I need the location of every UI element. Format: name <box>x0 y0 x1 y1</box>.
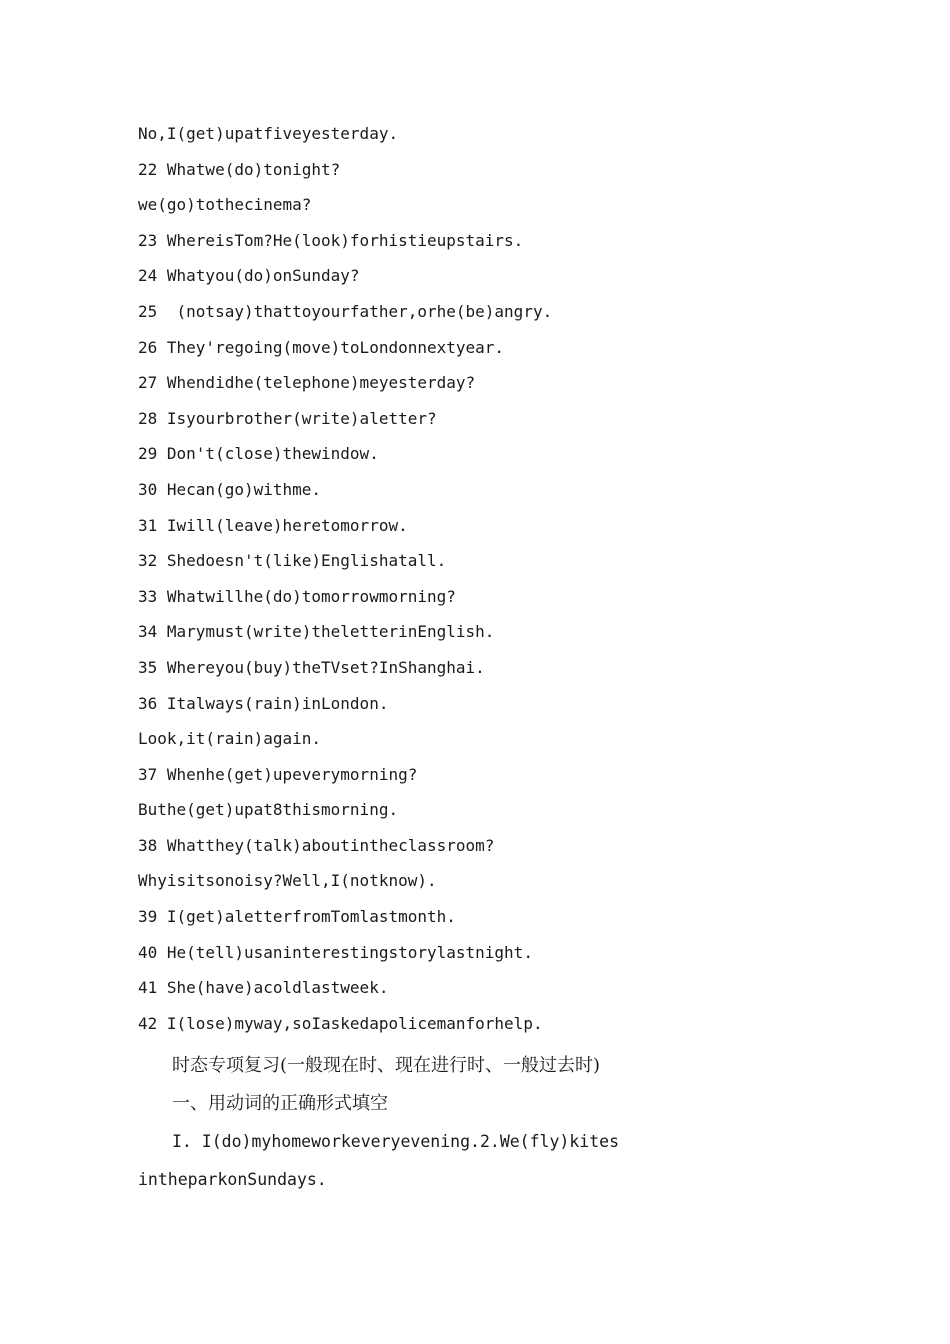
exercise-line: 27 Whendidhe(telephone)meyesterday? <box>138 373 476 393</box>
section-subtitle: 一、用动词的正确形式填空 <box>172 1093 388 1115</box>
exercise-line: 23 WhereisTom?He(look)forhistieupstairs. <box>138 230 524 250</box>
exercise-line: 37 Whenhe(get)upeverymorning? <box>138 764 418 784</box>
exercise-paragraph-line: I. I(do)myhomeworkeveryevening.2.We(fly)kites <box>172 1132 620 1152</box>
exercise-line: 28 Isyourbrother(write)aletter? <box>138 408 437 428</box>
exercise-line: we(go)tothecinema? <box>138 195 312 215</box>
exercise-line: 36 Italways(rain)inLondon. <box>138 693 389 713</box>
section-title: 时态专项复习(一般现在时、现在进行时、一般过去时) <box>172 1055 601 1077</box>
exercise-line: No,I(get)upatfiveyesterday. <box>138 124 399 143</box>
exercise-line: 39 I(get)aletterfromTomlastmonth. <box>138 907 456 927</box>
exercise-line: 24 Whatyou(do)onSunday? <box>138 266 360 286</box>
exercise-line: 26 They'regoing(move)toLondonnextyear. <box>138 337 505 357</box>
exercise-line: 42 I(lose)myway,soIaskedapolicemanforhelp. <box>138 1013 543 1033</box>
exercise-line: 25 (notsay)thattoyourfather,orhe(be)angry. <box>138 301 553 321</box>
exercise-paragraph-line: intheparkonSundays. <box>138 1170 327 1190</box>
exercise-line: Whyisitsonoisy?Well,I(notknow). <box>138 871 437 891</box>
exercise-line: 38 Whatthey(talk)aboutintheclassroom? <box>138 835 495 855</box>
exercise-line: 41 She(have)acoldlastweek. <box>138 978 389 998</box>
document-body <box>138 122 818 1205</box>
exercise-line: Buthe(get)upat8thismorning. <box>138 800 399 820</box>
exercise-line: 32 Shedoesn't(like)Englishatall. <box>138 551 447 571</box>
exercise-line: 31 Iwill(leave)heretomorrow. <box>138 515 408 535</box>
exercise-line: 33 Whatwillhe(do)tomorrowmorning? <box>138 586 456 606</box>
exercise-line: Look,it(rain)again. <box>138 729 322 749</box>
exercise-line: 22 Whatwe(do)tonight? <box>138 159 341 179</box>
exercise-line: 35 Whereyou(buy)theTVset?InShanghai. <box>138 657 485 677</box>
exercise-line: 40 He(tell)usaninterestingstorylastnight. <box>138 942 533 962</box>
review-section <box>138 1053 818 1205</box>
exercise-line: 34 Marymust(write)theletterinEnglish. <box>138 622 495 642</box>
exercise-line: 29 Don't(close)thewindow. <box>138 444 379 464</box>
exercise-line: 30 Hecan(go)withme. <box>138 479 322 499</box>
